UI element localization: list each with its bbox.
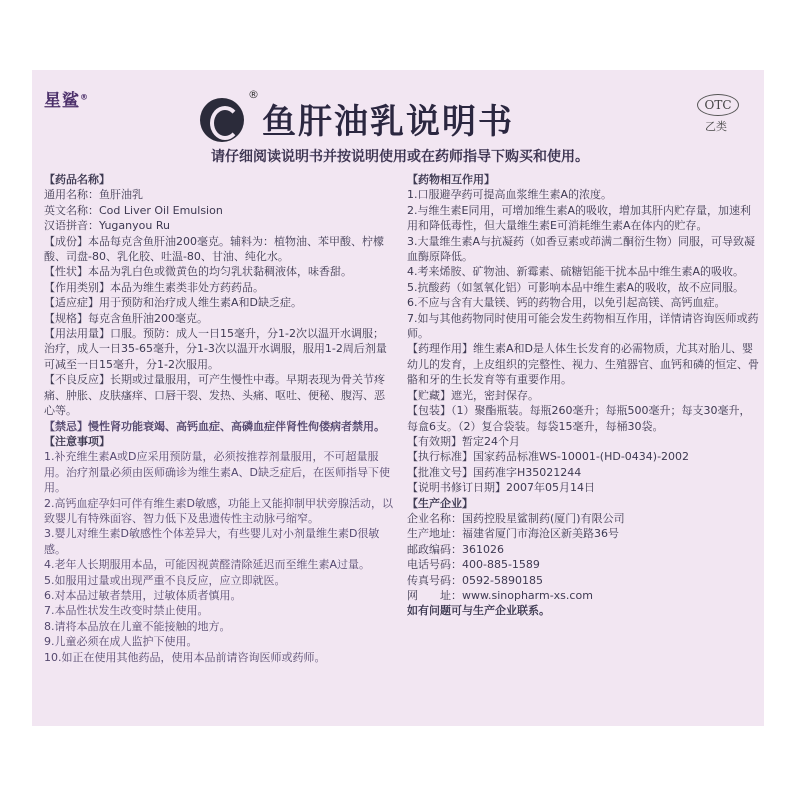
- precaution-item: 2.高钙血症孕妇可伴有维生素D敏感，功能上又能抑制甲状旁腺活动，以致婴儿有特殊面容、智力低下及患遗传性主动脉弓缩窄。: [44, 496, 393, 525]
- precaution-item: 9.儿童必须在成人监护下使用。: [44, 635, 198, 649]
- otc-class-label: 乙类: [705, 120, 727, 133]
- interaction-item: 5.抗酸药（如氢氧化铝）可影响本品中维生素A的吸收，故不应同服。: [407, 280, 745, 294]
- contact-note: 如有问题可与生产企业联系。: [407, 604, 550, 618]
- precaution-item: 10.如正在使用其他药品，使用本品前请咨询医师或药师。: [44, 650, 326, 664]
- revision-date: 【说明书修订日期】2007年05月14日: [407, 481, 595, 495]
- interaction-item: 3.大量维生素A与抗凝药（如香豆素或茚满二酮衍生物）同服，可导致凝血酶原降低。: [407, 234, 756, 264]
- precaution-item: 5.如服用过量或出现严重不良反应，应立即就医。: [44, 573, 286, 587]
- manufacturer-line: 生产地址：福建省厦门市海沧区新美路36号: [407, 527, 619, 541]
- interaction-item: 2.与维生素E同用，可增加维生素A的吸收，增加其肝内贮存量，加速利用和降低毒性，但大量维生素E可消耗维生素A在体内的贮存。: [407, 203, 751, 233]
- page-title: 鱼肝油乳说明书: [262, 102, 514, 142]
- manufacturer-line: 传真号码：0592-5890185: [407, 573, 543, 587]
- standard: 【执行标准】国家药品标准WS-10001-(HD-0434)-2002: [407, 450, 690, 464]
- fish-logo-icon: [200, 98, 244, 142]
- precautions-heading: 【注意事项】: [44, 434, 110, 448]
- precaution-item: 1.补充维生素A或D应采用预防量，必须按推荐剂量服用，不可超量服用。治疗剂量必须由医师确诊为维生素A、D缺乏症后，在医师指导下使用。: [44, 450, 390, 495]
- adverse-reactions: 【不良反应】长期或过量服用，可产生慢性中毒。早期表现为骨关节疼痛、肿胀、皮肤瘙痒、口唇干裂、发热、头痛、呕吐、便秘、腹泻、恶心等。: [44, 373, 385, 418]
- brand-logo: 星鲨®: [44, 91, 89, 111]
- english-name: 英文名称：Cod Liver Oil Emulsion: [44, 203, 223, 217]
- otc-badge: OTC: [697, 94, 739, 116]
- manufacturer-line: 邮政编码：361026: [407, 542, 504, 556]
- interaction-item: 6.不应与含有大量镁、钙的药物合用，以免引起高镁、高钙血症。: [407, 296, 726, 310]
- ingredients: 【成份】本品每克含鱼肝油200毫克。辅料为：植物油、苯甲酸、柠檬酸、司盘-80、乳化胶、吐温-80、甘油、纯化水。: [44, 234, 384, 264]
- storage: 【贮藏】遮光，密封保存。: [407, 388, 539, 402]
- category: 【作用类别】本品为维生素类非处方药药品。: [44, 280, 264, 294]
- specification: 【规格】每克含鱼肝油200毫克。: [44, 311, 208, 325]
- manufacturer-line: 企业名称：国药控股星鲨制药(厦门)有限公司: [407, 511, 625, 525]
- precaution-item: 4.老年人长期服用本品，可能因视黄醛清除延迟而至维生素A过量。: [44, 558, 371, 572]
- approval-number: 【批准文号】国药准字H35021244: [407, 465, 582, 479]
- right-column: [407, 172, 759, 712]
- left-column: [44, 172, 394, 712]
- usage-advice: 请仔细阅读说明书并按说明使用或在药师指导下购买和使用。: [211, 149, 589, 165]
- common-name: 通用名称：鱼肝油乳: [44, 188, 143, 202]
- packaging: 【包装】（1）聚酯瓶装。每瓶260毫升；每瓶500毫升；每支30毫升，每盒6支。（2）复合袋装。每袋15毫升，每桶30袋。: [407, 404, 751, 433]
- interactions-heading: 【药物相互作用】: [407, 173, 495, 186]
- interaction-item: 1.口服避孕药可提高血浆维生素A的浓度。: [407, 188, 613, 202]
- appearance: 【性状】本品为乳白色或微黄色的均匀乳状黏稠液体，味香甜。: [44, 265, 352, 279]
- pinyin-name: 汉语拼音：Yuganyou Ru: [44, 219, 170, 233]
- precaution-item: 3.婴儿对维生素D敏感性个体差异大，有些婴儿对小剂量维生素D很敏感。: [44, 527, 380, 556]
- manufacturer-line: 电话号码：400-885-1589: [407, 558, 540, 572]
- manufacturer-heading: 【生产企业】: [407, 496, 473, 510]
- dosage: 【用法用量】口服。预防：成人一日15毫升，分1-2次以温开水调服；治疗，成人一日35-65毫升，分1-3次以温开水调服，服用1-2周后剂量可减至一日15毫升，分1-2次服用。: [44, 327, 387, 371]
- validity: 【有效期】暂定24个月: [407, 434, 520, 448]
- precaution-item: 7.本品性状发生改变时禁止使用。: [44, 604, 209, 618]
- indication: 【适应症】用于预防和治疗成人维生素A和D缺乏症。: [44, 296, 302, 310]
- contraindications: 【禁忌】慢性肾功能衰竭、高钙血症、高磷血症伴肾性佝偻病者禁用。: [44, 419, 385, 433]
- pharmacology: 【药理作用】维生素A和D是人体生长发育的必需物质，尤其对胎儿、婴幼儿的发育，上皮组织的完整性、视力、生殖器官、血钙和磷的恒定、骨骼和牙的生长发育等有重要作用。: [407, 342, 759, 387]
- precaution-item: 6.对本品过敏者禁用，过敏体质者慎用。: [44, 588, 242, 602]
- registered-mark: ®: [248, 88, 259, 101]
- interaction-item: 4.考来烯胺、矿物油、新霉素、硫糖铝能干扰本品中维生素A的吸收。: [407, 265, 745, 279]
- precaution-item: 8.请将本品放在儿童不能接触的地方。: [44, 619, 231, 633]
- interaction-item: 7.如与其他药物同时使用可能会发生药物相互作用，详情请咨询医师或药师。: [407, 311, 759, 341]
- manufacturer-line: 网 址：www.sinopharm-xs.com: [407, 588, 593, 602]
- drug-name-heading: 【药品名称】: [44, 173, 110, 186]
